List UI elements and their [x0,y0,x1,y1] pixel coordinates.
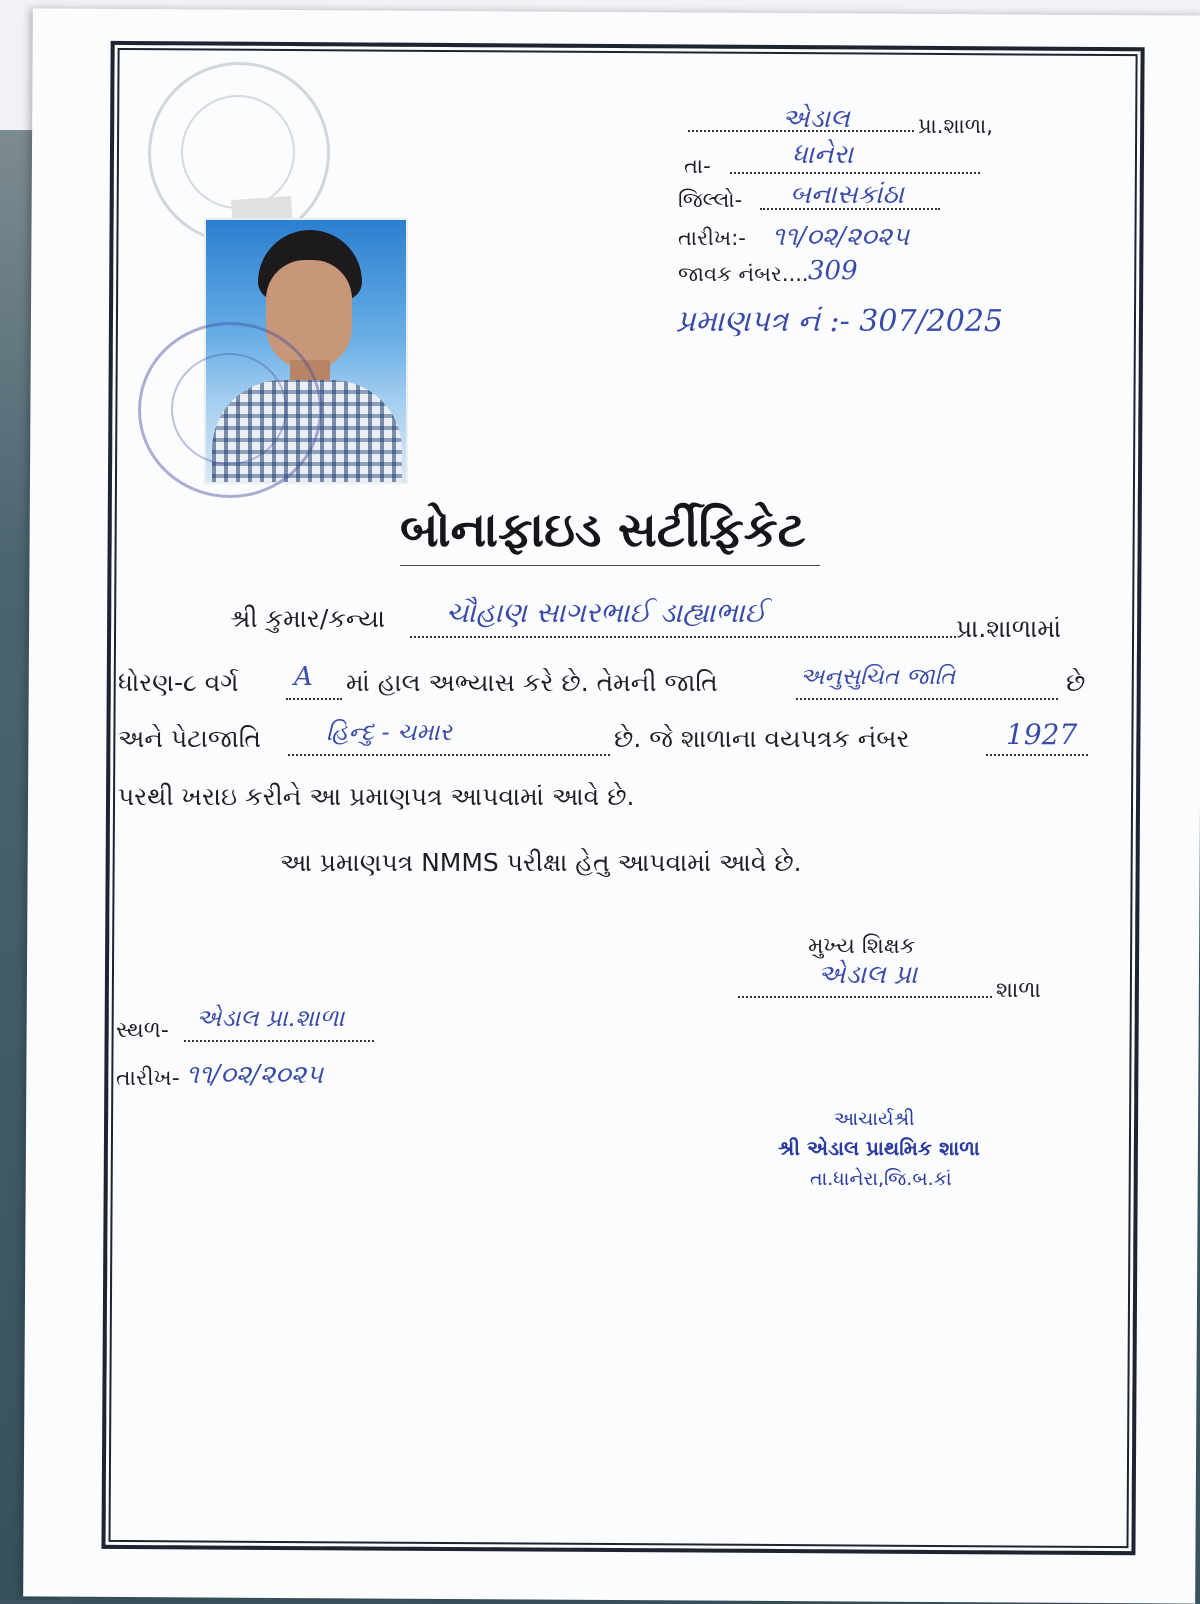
header-outward-label: જાવક નંબર.... [678,262,809,286]
header-date-label: તારીખ:- [678,226,746,250]
footer-date-label: તારીખ- [116,1066,180,1091]
body-line3-prefix: અને પેટાજાતિ [118,724,261,753]
footer-date-handwritten: ૧૧/૦૨/૨૦૨૫ [186,1060,324,1090]
header-district-handwritten: બનાસકાંઠા [790,180,904,210]
body-line2-middle: માં હાલ અભ્યાસ કરે છે. તેમની જાતિ [346,668,718,697]
place-label: સ્થળ- [116,1018,169,1043]
footer-school-handwritten: એડાલ પ્રા [818,960,918,990]
body-line2-prefix: ધોરણ-૮ વર્ગ [118,668,239,697]
class-handwritten: A [294,662,313,692]
headmaster-label: મુખ્ય શિક્ષક [808,934,916,959]
footer-school-suffix: શાળા [996,978,1041,1003]
header-school-handwritten: એડાલ [782,104,850,134]
body-line3-middle: છે. જે શાળાના વયપત્રક નંબર [614,724,910,753]
place-handwritten: એડાલ પ્રા.શાળા [196,1004,345,1032]
header-district-label: જિલ્લો- [678,188,743,212]
seal-line1: આચાર્યશ્રી [834,1108,915,1130]
body-line5: આ પ્રમાણપત્ર NMMS પરીક્ષા હેતુ આપવામાં આવે છે. [280,848,802,877]
body-line2-suffix: છે [1066,668,1086,697]
caste-handwritten: અનુસુચિત જાતિ [800,664,956,690]
header-date-handwritten: ૧૧/૦૨/૨૦૨૫ [772,222,910,252]
seal-line3: તા.ધાનેરા,જિ.બ.કાં [810,1168,952,1190]
body-line4: પરથી ખરાઇ કરીને આ પ્રમાણપત્ર આપવામાં આવે છે. [118,782,635,811]
subcaste-handwritten: હિન્દુ - ચમાર [326,718,452,746]
student-name-handwritten: ચૌહાણ સાગરભાઈ ડાહ્યાભાઈ [446,596,767,629]
header-school-suffix: પ્રા.શાળા, [918,114,993,138]
seal-line2: શ્રી એડાલ પ્રાથમિક શાળા [778,1136,980,1160]
header-taluka-label: તા- [684,154,711,178]
header-certificate-no-handwritten: પ્રમાણપત્ર નં :- 307/2025 [676,304,1003,339]
school-round-stamp [138,322,322,498]
body-line1-suffix: પ્રા.શાળામાં [956,614,1062,643]
page-title: બોનાફાઇડ સર્ટીફિકેટ [400,502,806,558]
body-line1-prefix: શ્રી કુમાર/કન્યા [230,604,386,633]
register-no-handwritten: 1927 [1006,718,1078,751]
title-underline [400,565,820,566]
header-outward-handwritten: 309 [808,256,858,286]
header-taluka-handwritten: ધાનેરા [792,140,854,170]
